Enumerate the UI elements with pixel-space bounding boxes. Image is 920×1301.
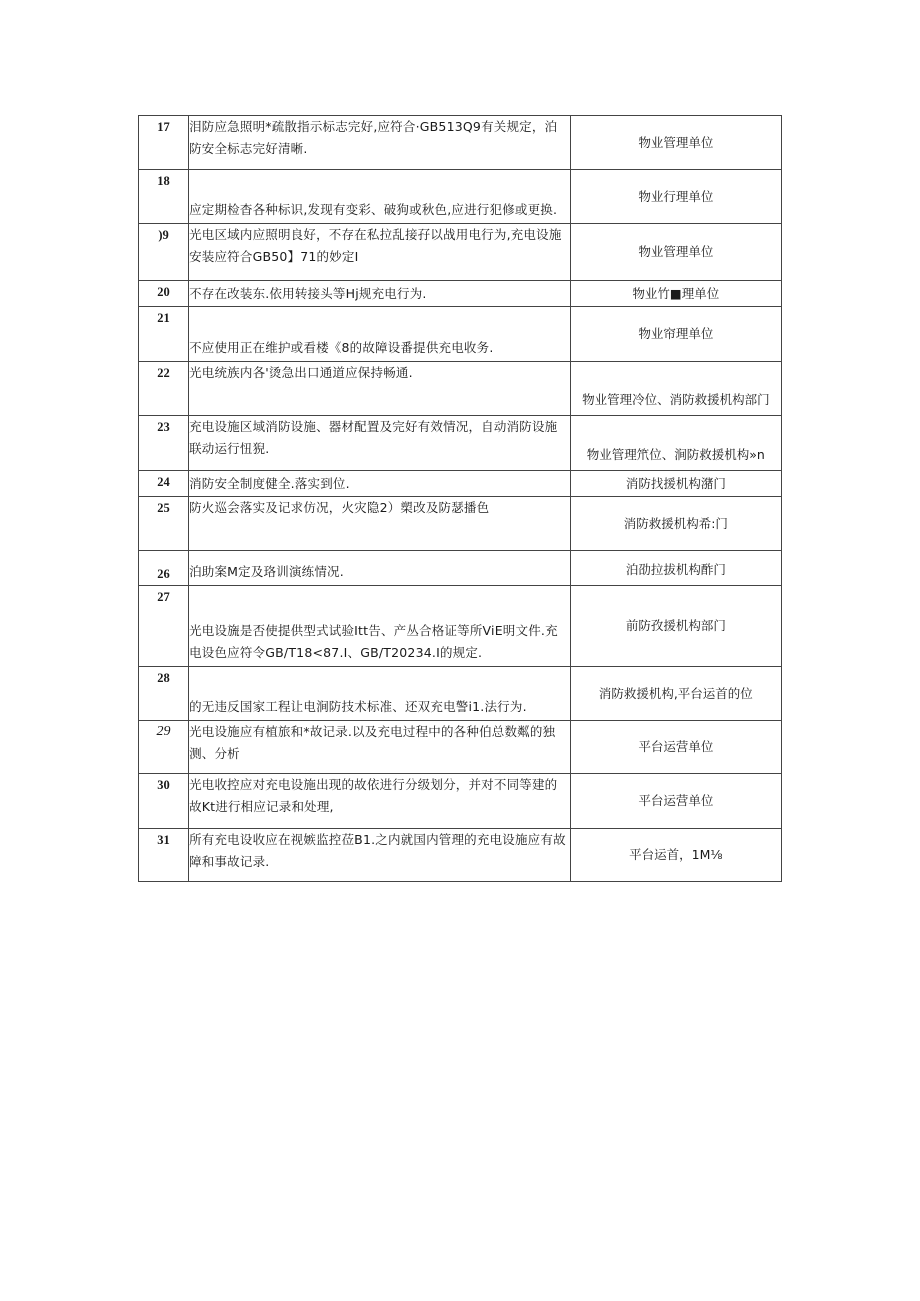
table-row (139, 667, 782, 721)
responsible-party: 物业帘理单位 (570, 307, 781, 362)
requirement-text: 充电设施区域消防设施、器材配置及完好有效情况，自动消防设施联动运行忸猊. (189, 416, 571, 471)
requirement-text: 防火巡会落实及记求仿况，火灾隐2）槊改及防瑟播色 (189, 497, 571, 551)
requirement-text: 所有充电设收应在视嫉监控莅B1.之内就国内管理的充电设施应有故障和事故记录. (189, 829, 571, 882)
responsible-party: 物业行理单位 (570, 170, 781, 224)
row-number: 23 (139, 416, 189, 471)
responsible-party: 消防救援机构希:门 (570, 497, 781, 551)
table-row (139, 362, 782, 416)
requirement-text: 光电设施应有植旅和*故记录.以及充电过程中的各种伯总数粼的独测、分析 (189, 721, 571, 774)
row-number: 22 (139, 362, 189, 416)
requirement-text: 应定期检杳各种标识,发现有变彩、破狗或秋色,应进行犯修或更换. (189, 170, 571, 224)
table-row (139, 586, 782, 667)
row-number: 27 (139, 586, 189, 667)
table-row (139, 721, 782, 774)
row-number: 25 (139, 497, 189, 551)
table-row (139, 416, 782, 471)
requirement-text: 光电统族内各'烫急出口通道应保持畅通. (189, 362, 571, 416)
row-number: 26 (139, 551, 189, 586)
requirement-text: 消防安全制度健全.落实到位. (189, 471, 571, 497)
responsible-party: 消防救援机构,平台运首的位 (570, 667, 781, 721)
requirement-text: 光电设旒是否使提供型式试验Itt告、产丛合格证等所ViE明文件.充电设色应符令GB/T18<87.I、GB/T20234.I的规定. (189, 586, 571, 667)
requirement-text: 泪防应急照明*疏散指示标志完好,应符合·GB513Q9有关规定，泊防安全标志完好清晰. (189, 116, 571, 170)
table-row (139, 551, 782, 586)
table-row (139, 471, 782, 497)
table-row (139, 774, 782, 829)
responsible-party: 物业管理单位 (570, 116, 781, 170)
responsible-party: 物业管理单位 (570, 224, 781, 281)
responsible-party: 物业竹■理单位 (570, 281, 781, 307)
table-row (139, 497, 782, 551)
responsible-party: 前防孜援机构部门 (570, 586, 781, 667)
row-number: 18 (139, 170, 189, 224)
row-number: 29 (139, 721, 189, 774)
row-number: 28 (139, 667, 189, 721)
row-number: 17 (139, 116, 189, 170)
requirement-text: 光电区域内应照明良好，不存在私拉乱接孖以战用电行为,充电设施安装应符合GB50】71的妙定I (189, 224, 571, 281)
table-row (139, 829, 782, 882)
row-number: 24 (139, 471, 189, 497)
responsible-party: 平台运营单位 (570, 721, 781, 774)
responsible-party: 平台运营单位 (570, 774, 781, 829)
responsible-party: 消防找援机构潴门 (570, 471, 781, 497)
table-row (139, 224, 782, 281)
responsible-party: 物业管理笊位、涧防救援机构»n (570, 416, 781, 471)
row-number: 30 (139, 774, 189, 829)
responsible-party: 平台运首，1M⅛ (570, 829, 781, 882)
requirement-text: 泊助案M定及珞训演练情况. (189, 551, 571, 586)
requirement-text: 的无违反国家工程让电涧防技术标准、还双充电警i1.法行为. (189, 667, 571, 721)
table-row (139, 170, 782, 224)
requirement-text: 光电收控应对充电设施出现的故依进行分级划分，并对不同等建的故Kt进行相应记录和处理, (189, 774, 571, 829)
table-row (139, 281, 782, 307)
row-number: 20 (139, 281, 189, 307)
inspection-table (138, 115, 782, 882)
row-number: 31 (139, 829, 189, 882)
table-row (139, 307, 782, 362)
responsible-party: 泊劭拉拔机构酢门 (570, 551, 781, 586)
row-number: 21 (139, 307, 189, 362)
requirement-text: 不应使用正在维护或看楼《8的故障设番提供充电收务. (189, 307, 571, 362)
row-number: )9 (139, 224, 189, 281)
responsible-party: 物业管理冷位、消防救援机构部门 (570, 362, 781, 416)
table-row (139, 116, 782, 170)
requirement-text: 不存在改装东.依用转接头等Hj规充电行为. (189, 281, 571, 307)
